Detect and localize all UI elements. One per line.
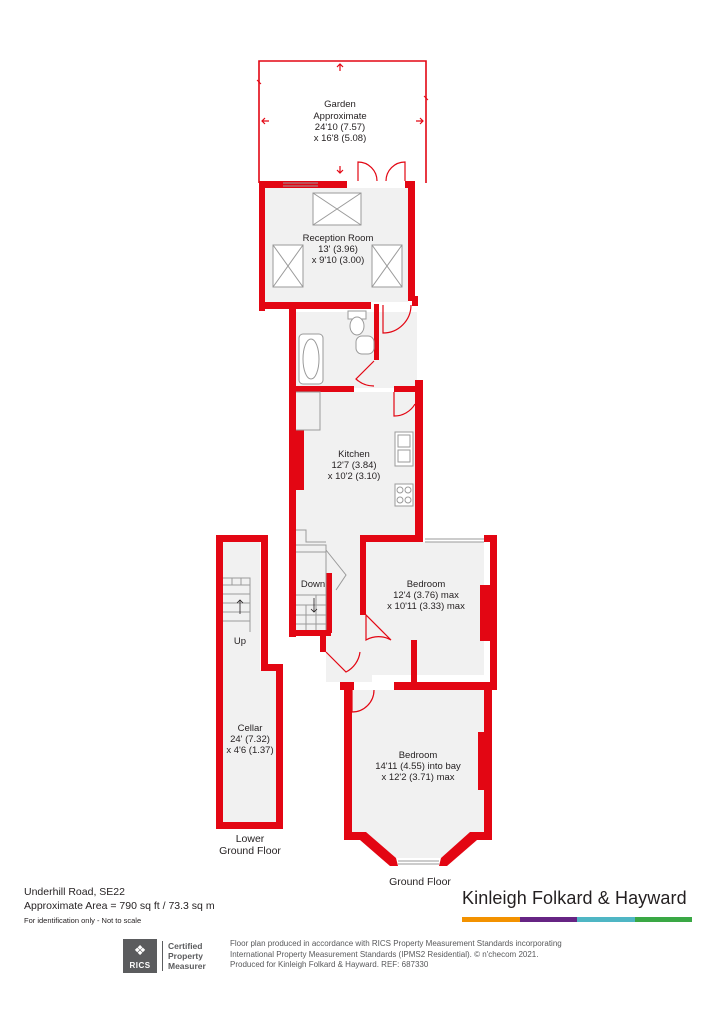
- kitchen-line-2: x 10'2 (3.10): [327, 471, 381, 482]
- bedroom2-label: Bedroom: [398, 750, 438, 761]
- ground-floor-label: Ground Floor: [389, 876, 451, 888]
- rics-word: RICS: [129, 961, 151, 970]
- bedroom2-line-2: x 12'2 (3.71) max: [381, 772, 455, 783]
- brand-color-bar: [462, 917, 692, 922]
- garden-label: Garden: [324, 99, 356, 110]
- approximate-area: Approximate Area = 790 sq ft / 73.3 sq m: [24, 900, 215, 912]
- brand-bar-segment-3: [577, 917, 635, 922]
- reception-line-2: x 9'10 (3.00): [311, 255, 365, 266]
- address: Underhill Road, SE22: [24, 886, 125, 898]
- disclaimer: For identification only - Not to scale: [24, 916, 142, 925]
- brand-bar-segment-2: [520, 917, 578, 922]
- garden-line-1: Approximate: [313, 111, 367, 122]
- cellar: [216, 535, 283, 829]
- bedroom2-line-1: 14'11 (4.55) into bay: [375, 761, 461, 772]
- brand-bar-segment-4: [635, 917, 693, 922]
- reception-line-1: 13' (3.96): [318, 244, 358, 255]
- bedroom1-line-2: x 10'11 (3.33) max: [387, 601, 465, 612]
- kitchen-line-1: 12'7 (3.84): [331, 460, 377, 471]
- basin: [356, 336, 374, 354]
- garden-line-2: 24'10 (7.57): [314, 122, 366, 133]
- kitchen-label: Kitchen: [338, 449, 370, 460]
- bedroom1-line-1: 12'4 (3.76) max: [393, 590, 459, 601]
- cellar-label: Cellar: [237, 723, 263, 734]
- stairs-up-label: Up: [233, 636, 247, 647]
- lower-ground-label-2: Ground Floor: [219, 845, 281, 857]
- rics-badge: [123, 939, 206, 973]
- cellar-line-1: 24' (7.32): [230, 734, 270, 745]
- rics-certified-text: [162, 941, 206, 971]
- note-line-2: International Property Measurement Standards (IPMS2 Residential). © n'checom 2021.: [230, 949, 539, 959]
- cellar-line-2: x 4'6 (1.37): [226, 745, 274, 756]
- note-line-1: Floor plan produced in accordance with RICS Property Measurement Standards incorporating: [230, 939, 562, 948]
- hob: [395, 484, 413, 506]
- rics-line-2: Property: [168, 951, 203, 961]
- lower-ground-label-1: Lower: [235, 833, 265, 845]
- stairs-down-label: Down: [300, 579, 326, 590]
- reception-label: Reception Room: [302, 233, 374, 244]
- measurement-note: [230, 939, 562, 971]
- brand-name: Kinleigh Folkard & Hayward: [462, 888, 687, 908]
- ground-floor-fill: [265, 188, 484, 858]
- rics-logo: [123, 939, 157, 973]
- garden-line-3: x 16'8 (5.08): [313, 133, 367, 144]
- bedroom1-label: Bedroom: [406, 579, 446, 590]
- toilet: [350, 317, 364, 335]
- rics-line-1: Certified: [168, 941, 203, 951]
- rics-line-3: Measurer: [168, 961, 206, 971]
- brand-bar-segment-1: [462, 917, 520, 922]
- note-line-3: Produced for Kinleigh Folkard & Hayward. REF: 687330: [230, 960, 429, 969]
- rics-crest-icon: ❖: [133, 942, 147, 958]
